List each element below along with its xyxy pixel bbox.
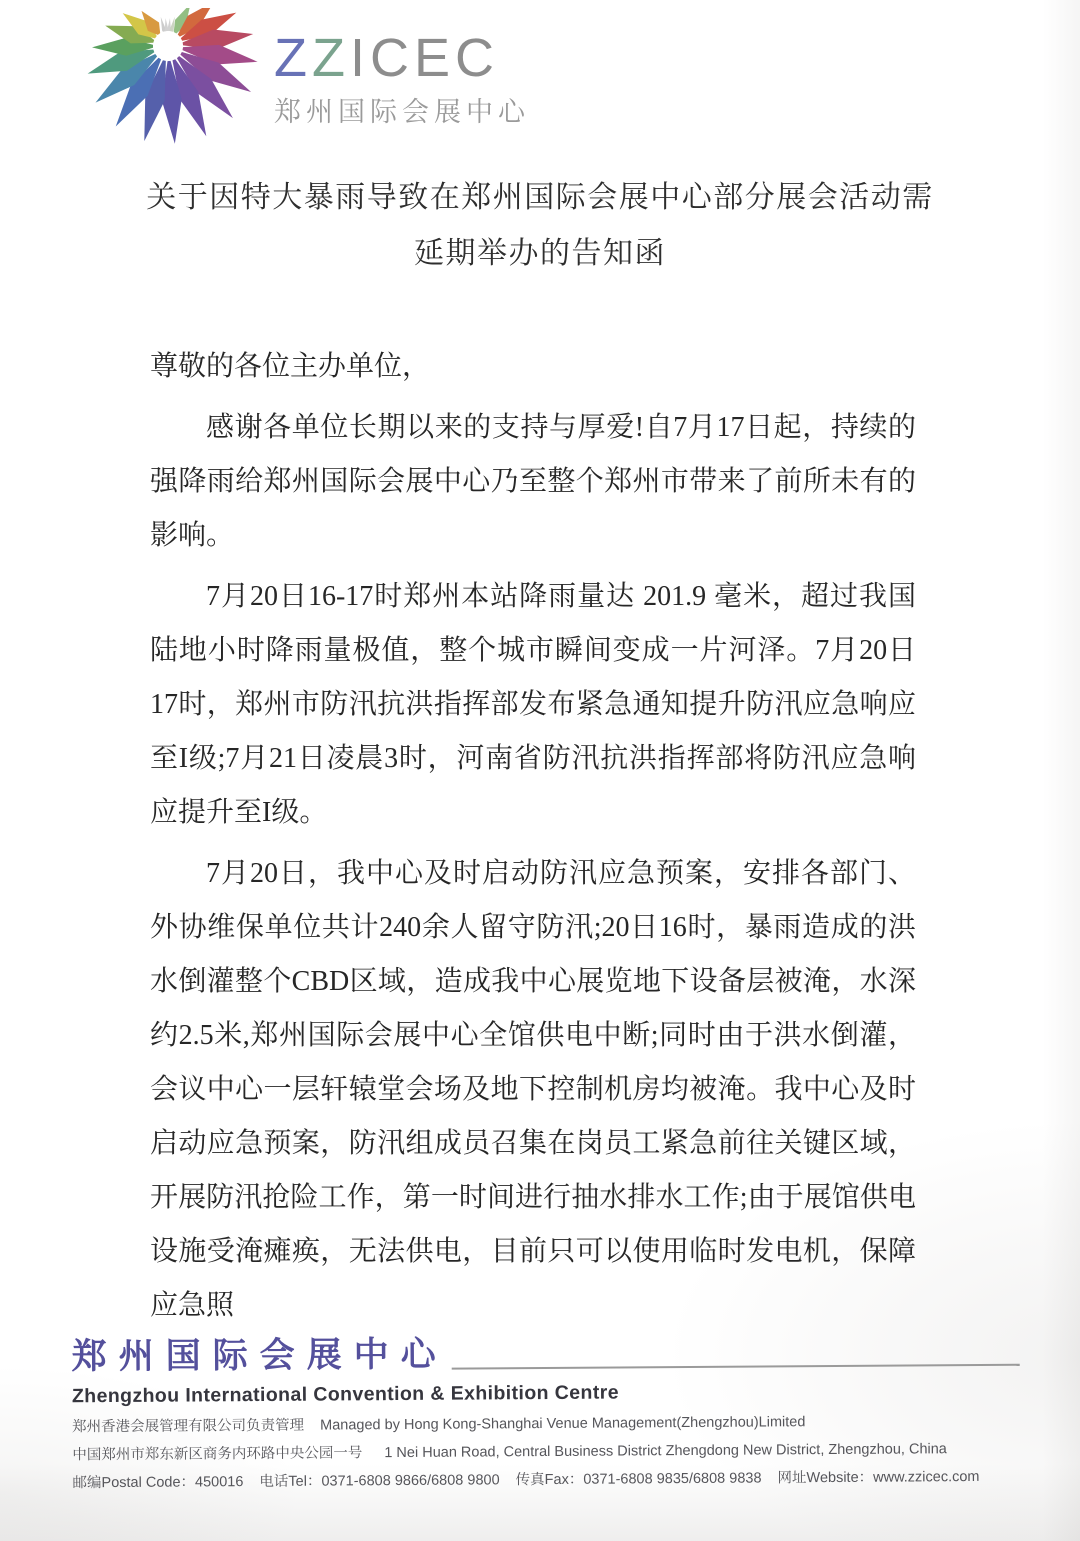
footer-org-name-en: Zhengzhou International Convention & Exhibition Centre	[71, 1381, 619, 1408]
footer-divider-line	[452, 1364, 1020, 1370]
logo-text-block	[274, 30, 530, 129]
zzicec-logo	[68, 8, 530, 148]
body-paragraph-2: 7月20日16-17时郑州本站降雨量达 201.9 毫米，超过我国陆地小时降雨量极值，整个城市瞬间变成一片河泽。7月20日17时，郑州市防汛抗洪指挥部发布紧急通知提升防汛应急响应至I级;7月21日凌晨3时，河南省防汛抗洪指挥部将防汛应急响应提升至I级。	[150, 581, 916, 828]
logo-letters-icec: ICEC	[350, 28, 500, 88]
footer-telephone: 电话Tel：0371-6808 9866/6808 9800	[259, 1472, 500, 1491]
logo-letter-z2: Z	[312, 28, 350, 88]
footer-postal-code: 邮编Postal Code：450016	[72, 1474, 244, 1492]
footer-address-line	[72, 1437, 1020, 1465]
logo-letter-z1: Z	[274, 28, 312, 88]
footer-managed-en: Managed by Hong Kong-Shanghai Venue Management(Zhengzhou)Limited	[320, 1414, 806, 1434]
logo-subtitle-cn: 郑州国际会展中心	[274, 97, 530, 127]
footer-org-name-cn: 郑州国际会展中心	[71, 1334, 448, 1377]
footer-address-en: 1 Nei Huan Road, Central Business District Zhengdong New District, Zhengzhou, China	[384, 1441, 947, 1462]
footer-managed-line	[72, 1409, 1020, 1437]
salutation: 尊敬的各位主办单位，	[150, 351, 431, 382]
footer-fax: 传真Fax：0371-6808 9835/6808 9838	[515, 1470, 762, 1489]
footer-managed-cn: 郑州香港会展管理有限公司负责管理	[72, 1417, 305, 1436]
document-title-line2: 延期举办的告知函	[414, 237, 666, 270]
footer-contact-line	[72, 1465, 1020, 1493]
logo-brand-text	[274, 30, 530, 86]
document-title	[0, 170, 1080, 282]
starburst-logo-icon	[68, 8, 268, 148]
footer-address-cn: 中国郑州市郑东新区商务内环路中央公园一号	[72, 1445, 363, 1464]
letterhead-footer	[71, 1323, 1020, 1493]
body-paragraph-1: 感谢各单位长期以来的支持与厚爱!自7月17日起，持续的强降雨给郑州国际会展中心乃至整个郑州市带来了前所未有的影响。	[150, 412, 916, 551]
document-title-line1: 关于因特大暴雨导致在郑州国际会展中心部分展会活动需	[146, 181, 934, 214]
body-paragraph-3: 7月20日，我中心及时启动防汛应急预案，安排各部门、外协维保单位共计240余人留守防汛;20日16时，暴雨造成的洪水倒灌整个CBD区域，造成我中心展览地下设备层被淹，水深约2.5米,郑州国际会展中心全馆供电中断;同时由于洪水倒灌，会议中心一层轩辕堂会场及地下控制机房均被淹。我中心及时启动应急预案，防汛组成员召集在岗员工紧急前往关键区域，开展防汛抢险工作，第一时间进行抽水排水工作;由于展馆供电设施受淹瘫痪，无法供电，目前只可以使用临时发电机，保障应急照	[150, 858, 916, 1321]
footer-website: 网址Website：www.zzicec.com	[777, 1468, 980, 1487]
letter-body	[150, 340, 916, 1340]
footer-org-row	[71, 1323, 1019, 1380]
